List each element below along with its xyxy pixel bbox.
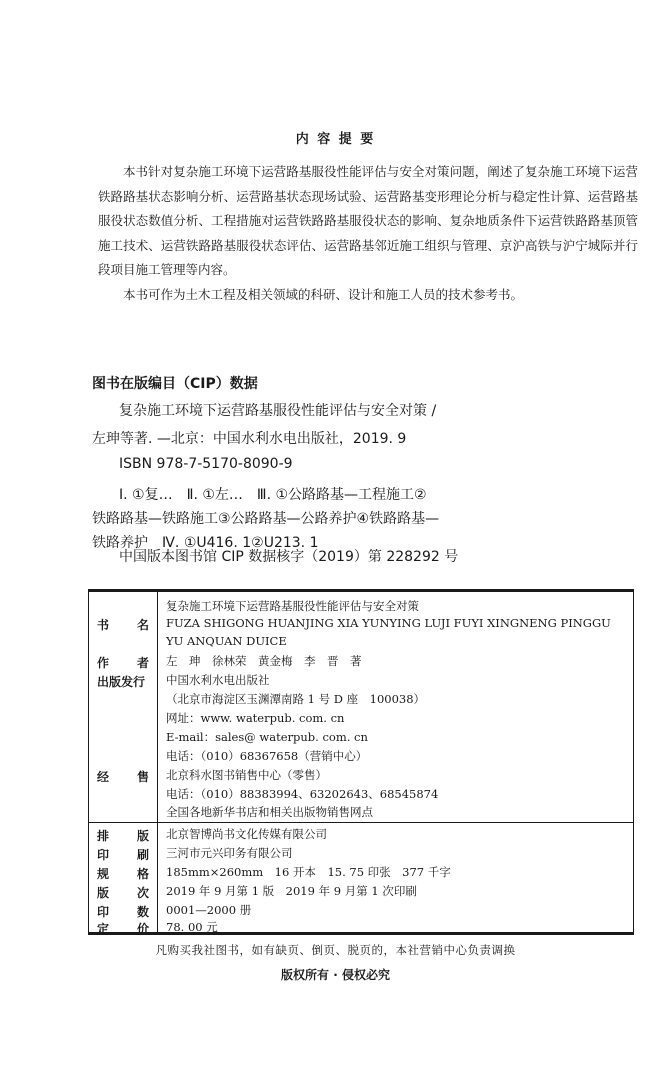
book-title-cn: 复杂施工环境下运营路基服役性能评估与安全对策 [166, 599, 419, 613]
abstract-paragraph-1: 本书针对复杂施工环境下运营路基服役性能评估与安全对策问题，阐述了复杂施工环境下运营铁路路基状态影响分析、运营路基状态现场试验、运营路基变形理论分析与稳定性计算、运营路基服役状态数值分析、工程措施对运营铁路路基服役状态的影响、复杂地质条件下运营铁路路基顶管施工技术、运营铁路路基服役状态评估、运营路基邻近施工组织与管理、京沪高铁与沪宁城际并行段项目施工管理等内容。 [98, 164, 638, 277]
typesetter: 北京智博尚书文化传媒有限公司 [166, 827, 327, 841]
book-title-pinyin-1: FUZA SHIGONG HUANJING XIA YUNYING LUJI FUYI XINGNENG PINGGU [166, 616, 611, 630]
label-printer: 印 刷 [97, 848, 149, 862]
label-copies: 印 数 [97, 905, 149, 919]
label-publisher: 出版发行 [97, 675, 146, 689]
label-book-title: 书 名 [97, 618, 149, 632]
specification: 185mm×260mm 16 开本 15. 75 印张 377 千字 [166, 865, 451, 879]
distributor: 北京科水图书销售中心（零售） [166, 768, 327, 782]
table-divider [89, 822, 633, 823]
label-edition: 版 次 [97, 886, 149, 900]
publisher-address: （北京市海淀区玉渊潭南路 1 号 D 座 100038） [166, 692, 426, 706]
publisher-phone: 电话：（010）68367658（营销中心） [166, 749, 368, 763]
printer: 三河市元兴印务有限公司 [166, 846, 293, 860]
publisher: 中国水利水电出版社 [166, 673, 270, 687]
book-title-pinyin-2: YU ANQUAN DUICE [166, 634, 287, 648]
price: 78. 00 元 [166, 920, 218, 934]
cip-line-2: 左珅等著. —北京：中国水利水电出版社，2019. 9 [92, 431, 407, 447]
label-distributor: 经 售 [97, 770, 149, 784]
edition: 2019 年 9 月第 1 版 2019 年 9 月第 1 次印刷 [166, 884, 417, 898]
label-spec: 规 格 [97, 867, 149, 881]
publisher-email: E-mail：sales@ waterpub. com. cn [166, 730, 368, 744]
cip-line-6: 铁路养护 Ⅳ. ①U416. 1②U213. 1 [92, 535, 319, 551]
distributor-phone: 电话：（010）88383994、63202643、68545874 [166, 787, 439, 801]
label-author: 作 者 [97, 656, 149, 670]
cip-line-4: Ⅰ. ①复… Ⅱ. ①左… Ⅲ. ①公路路基—工程施工② [119, 487, 427, 503]
cip-title: 图书在版编目（CIP）数据 [92, 376, 258, 392]
cip-line-5: 铁路路基—铁路施工③公路路基—公路养护④铁路路基— [92, 511, 440, 527]
cip-data-number: 中国版本图书馆 CIP 数据核字（2019）第 228292 号 [119, 549, 459, 565]
copyright-table [88, 589, 634, 935]
cip-line-1: 复杂施工环境下运营路基服役性能评估与安全对策 / [119, 403, 437, 419]
print-run: 0001—2000 册 [166, 903, 252, 917]
replacement-notice: 凡购买我社图书，如有缺页、倒页、脱页的，本社营销中心负责调换 [155, 943, 516, 957]
abstract-heading: 内 容 提 要 [295, 132, 376, 147]
distribution-network: 全国各地新华书店和相关出版物销售网点 [166, 805, 373, 819]
abstract-body [98, 160, 638, 307]
label-price: 定 价 [97, 922, 149, 936]
abstract-paragraph-2: 本书可作为土木工程及相关领域的科研、设计和施工人员的技术参考书。 [123, 286, 524, 302]
publisher-website: 网址：www. waterpub. com. cn [166, 711, 345, 725]
table-column-divider [157, 592, 158, 932]
copyright-notice: 版权所有 · 侵权必究 [281, 968, 390, 982]
label-typeset: 排 版 [97, 829, 149, 843]
cip-isbn: ISBN 978-7-5170-8090-9 [119, 456, 293, 472]
authors: 左 珅 徐林荣 黄金梅 李 晋 著 [166, 654, 362, 668]
